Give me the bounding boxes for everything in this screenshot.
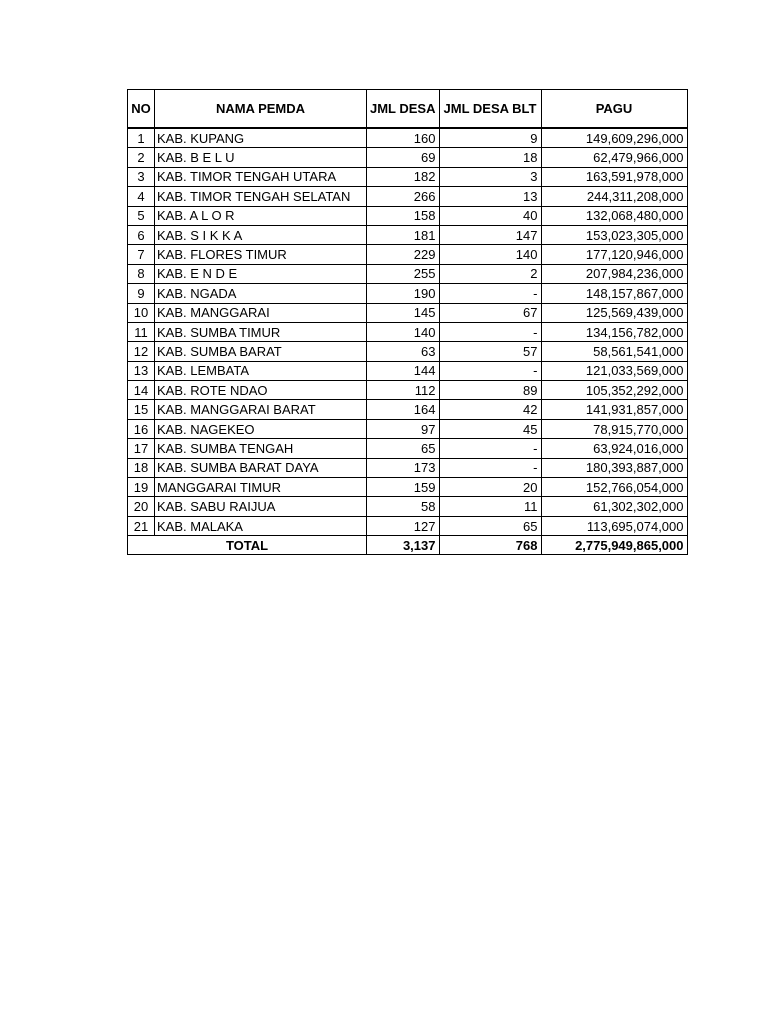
cell-no: 20 [128,497,155,516]
table-row [128,206,688,225]
header-jml-desa-blt: JML DESA BLT [439,90,541,129]
cell-nama-pemda: KAB. E N D E [155,264,367,283]
cell-pagu: 180,393,887,000 [541,458,687,477]
pemda-table [127,89,688,555]
cell-jml-desa-blt: - [439,361,541,380]
total-jml-desa: 3,137 [367,536,440,555]
cell-jml-desa-blt: 20 [439,478,541,497]
table-row [128,342,688,361]
cell-jml-desa-blt: 18 [439,148,541,167]
cell-jml-desa: 190 [367,284,440,303]
cell-no: 21 [128,516,155,535]
cell-jml-desa-blt: 3 [439,167,541,186]
cell-jml-desa-blt: - [439,458,541,477]
cell-no: 19 [128,478,155,497]
cell-jml-desa-blt: 11 [439,497,541,516]
total-row [128,536,688,555]
cell-jml-desa-blt: 57 [439,342,541,361]
cell-jml-desa-blt: 9 [439,128,541,148]
table-row [128,167,688,186]
cell-jml-desa-blt: - [439,322,541,341]
cell-nama-pemda: KAB. ROTE NDAO [155,381,367,400]
table-row [128,128,688,148]
cell-jml-desa-blt: 42 [439,400,541,419]
cell-no: 1 [128,128,155,148]
cell-nama-pemda: KAB. TIMOR TENGAH UTARA [155,167,367,186]
cell-nama-pemda: KAB. NGADA [155,284,367,303]
cell-pagu: 113,695,074,000 [541,516,687,535]
cell-jml-desa: 65 [367,439,440,458]
cell-nama-pemda: KAB. LEMBATA [155,361,367,380]
cell-jml-desa: 160 [367,128,440,148]
cell-nama-pemda: KAB. TIMOR TENGAH SELATAN [155,187,367,206]
cell-jml-desa: 158 [367,206,440,225]
cell-no: 3 [128,167,155,186]
cell-no: 6 [128,225,155,244]
cell-nama-pemda: KAB. S I K K A [155,225,367,244]
table-row [128,148,688,167]
cell-nama-pemda: KAB. A L O R [155,206,367,225]
table-row [128,303,688,322]
cell-jml-desa: 164 [367,400,440,419]
cell-nama-pemda: KAB. MALAKA [155,516,367,535]
cell-no: 13 [128,361,155,380]
cell-jml-desa-blt: 65 [439,516,541,535]
cell-no: 4 [128,187,155,206]
cell-jml-desa-blt: - [439,284,541,303]
cell-jml-desa: 63 [367,342,440,361]
cell-nama-pemda: KAB. SUMBA BARAT DAYA [155,458,367,477]
cell-pagu: 105,352,292,000 [541,381,687,400]
cell-nama-pemda: KAB. SUMBA TIMUR [155,322,367,341]
table-row [128,361,688,380]
cell-no: 18 [128,458,155,477]
cell-jml-desa-blt: 2 [439,264,541,283]
cell-no: 7 [128,245,155,264]
cell-pagu: 78,915,770,000 [541,419,687,438]
cell-jml-desa: 266 [367,187,440,206]
total-label: TOTAL [128,536,367,555]
cell-nama-pemda: KAB. FLORES TIMUR [155,245,367,264]
header-pagu: PAGU [541,90,687,129]
cell-jml-desa: 112 [367,381,440,400]
cell-pagu: 148,157,867,000 [541,284,687,303]
cell-no: 10 [128,303,155,322]
total-pagu: 2,775,949,865,000 [541,536,687,555]
table-footer [128,536,688,555]
cell-nama-pemda: KAB. SABU RAIJUA [155,497,367,516]
cell-nama-pemda: KAB. B E L U [155,148,367,167]
cell-jml-desa-blt: 13 [439,187,541,206]
cell-no: 9 [128,284,155,303]
cell-nama-pemda: KAB. SUMBA BARAT [155,342,367,361]
cell-jml-desa-blt: 40 [439,206,541,225]
cell-no: 12 [128,342,155,361]
header-jml-desa: JML DESA [367,90,440,129]
cell-pagu: 121,033,569,000 [541,361,687,380]
cell-jml-desa: 97 [367,419,440,438]
table-row [128,516,688,535]
cell-pagu: 152,766,054,000 [541,478,687,497]
cell-jml-desa: 229 [367,245,440,264]
cell-pagu: 132,068,480,000 [541,206,687,225]
cell-pagu: 62,479,966,000 [541,148,687,167]
table-row [128,497,688,516]
cell-jml-desa-blt: 67 [439,303,541,322]
cell-pagu: 134,156,782,000 [541,322,687,341]
header-no: NO [128,90,155,129]
cell-nama-pemda: MANGGARAI TIMUR [155,478,367,497]
cell-pagu: 63,924,016,000 [541,439,687,458]
data-table-container [127,89,688,555]
cell-pagu: 163,591,978,000 [541,167,687,186]
cell-jml-desa-blt: 140 [439,245,541,264]
cell-pagu: 141,931,857,000 [541,400,687,419]
cell-no: 17 [128,439,155,458]
cell-pagu: 149,609,296,000 [541,128,687,148]
cell-nama-pemda: KAB. MANGGARAI [155,303,367,322]
cell-jml-desa: 182 [367,167,440,186]
cell-jml-desa-blt: 89 [439,381,541,400]
cell-jml-desa-blt: - [439,439,541,458]
table-row [128,400,688,419]
cell-pagu: 244,311,208,000 [541,187,687,206]
cell-no: 14 [128,381,155,400]
cell-no: 16 [128,419,155,438]
table-row [128,264,688,283]
cell-jml-desa-blt: 45 [439,419,541,438]
cell-no: 2 [128,148,155,167]
cell-jml-desa: 255 [367,264,440,283]
cell-no: 11 [128,322,155,341]
cell-pagu: 207,984,236,000 [541,264,687,283]
cell-no: 8 [128,264,155,283]
cell-jml-desa: 144 [367,361,440,380]
cell-pagu: 125,569,439,000 [541,303,687,322]
cell-no: 15 [128,400,155,419]
cell-nama-pemda: KAB. MANGGARAI BARAT [155,400,367,419]
table-row [128,458,688,477]
total-jml-desa-blt: 768 [439,536,541,555]
cell-pagu: 61,302,302,000 [541,497,687,516]
cell-nama-pemda: KAB. SUMBA TENGAH [155,439,367,458]
header-nama-pemda: NAMA PEMDA [155,90,367,129]
cell-jml-desa-blt: 147 [439,225,541,244]
cell-no: 5 [128,206,155,225]
table-row [128,439,688,458]
cell-jml-desa: 69 [367,148,440,167]
table-body [128,128,688,536]
cell-nama-pemda: KAB. NAGEKEO [155,419,367,438]
cell-jml-desa: 127 [367,516,440,535]
cell-jml-desa: 173 [367,458,440,477]
table-row [128,419,688,438]
cell-jml-desa: 58 [367,497,440,516]
header-row [128,90,688,129]
cell-jml-desa: 145 [367,303,440,322]
cell-nama-pemda: KAB. KUPANG [155,128,367,148]
table-row [128,478,688,497]
table-row [128,381,688,400]
cell-pagu: 58,561,541,000 [541,342,687,361]
cell-jml-desa: 181 [367,225,440,244]
cell-jml-desa: 140 [367,322,440,341]
table-row [128,322,688,341]
cell-pagu: 153,023,305,000 [541,225,687,244]
table-row [128,245,688,264]
cell-jml-desa: 159 [367,478,440,497]
cell-pagu: 177,120,946,000 [541,245,687,264]
table-row [128,187,688,206]
table-row [128,284,688,303]
table-header [128,90,688,129]
table-row [128,225,688,244]
